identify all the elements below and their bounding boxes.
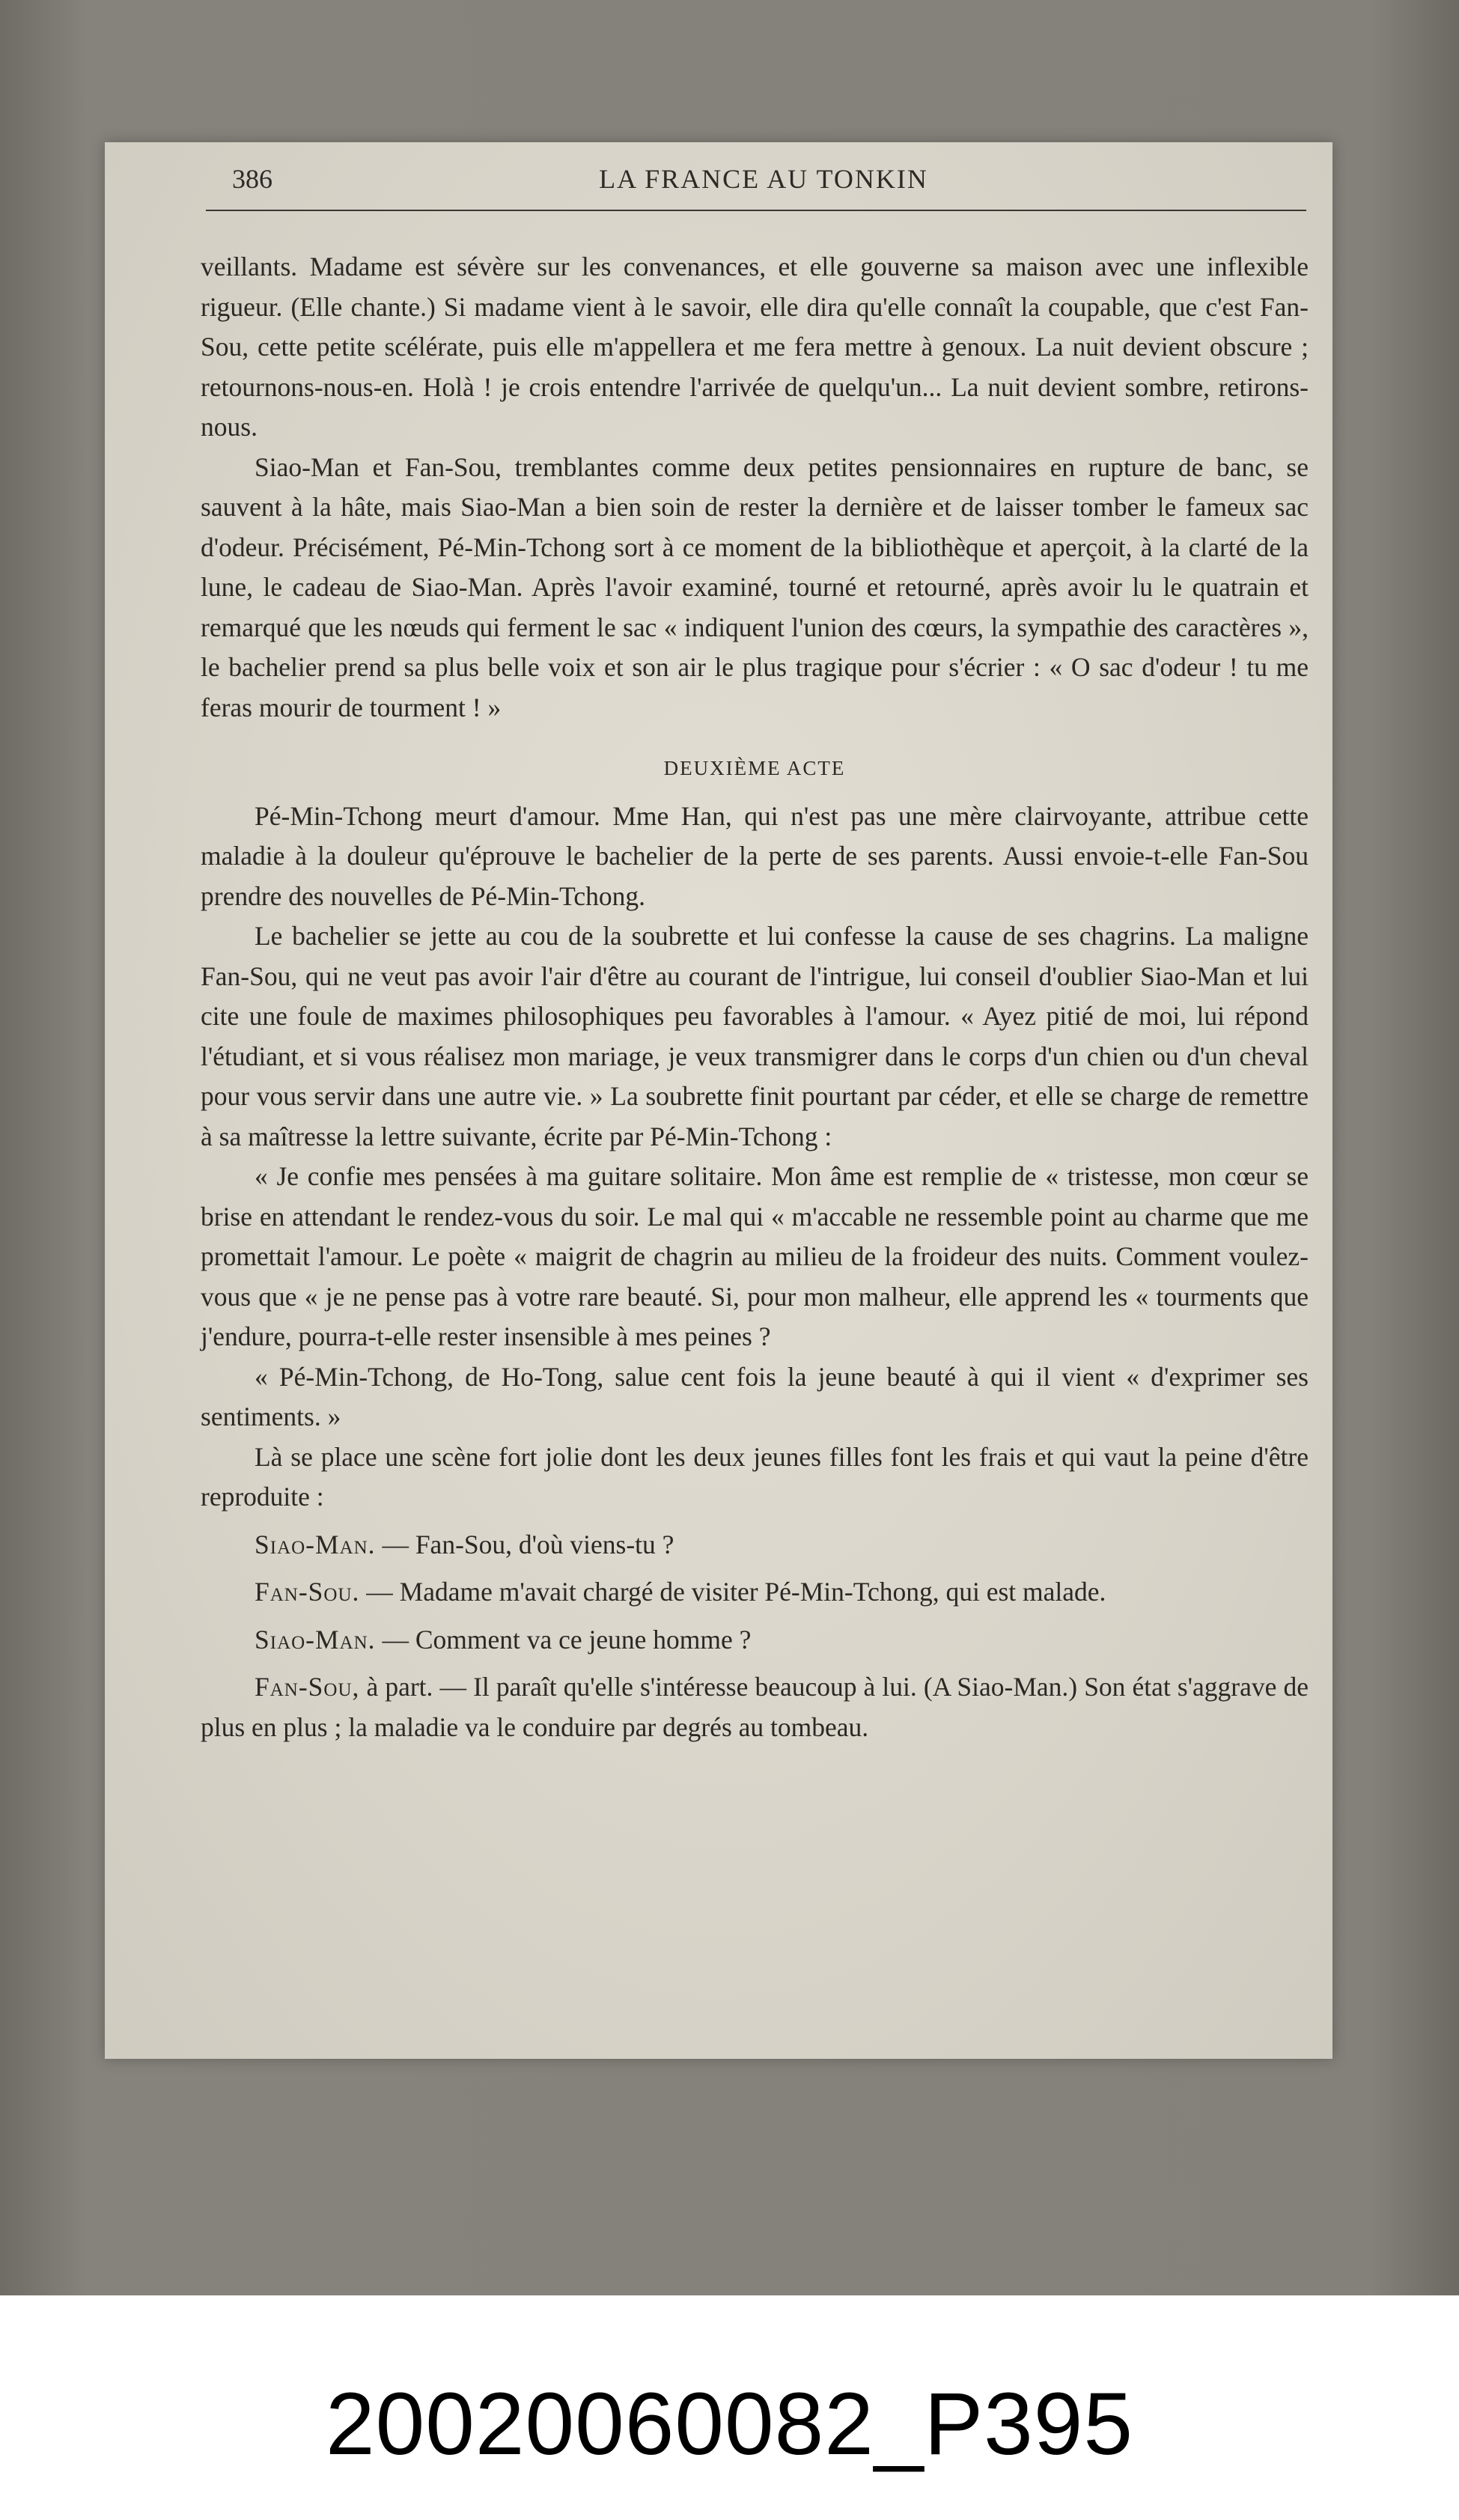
dialogue-line (201, 1620, 1309, 1661)
speaker-name: Fan-Sou. (255, 1577, 360, 1607)
page-header (232, 156, 1295, 193)
act-heading: DEUXIÈME ACTE (663, 757, 846, 779)
dialogue-text: — Comment va ce jeune homme ? (375, 1624, 752, 1655)
running-title: LA FRANCE AU TONKIN (599, 164, 928, 194)
letter-quote: « Je confie mes pensées à ma guitare solitaire. Mon âme est remplie de « tristesse, mon cœur se brise en attendant le rendez-vous du soir. Le mal qui « m'accable ne ressemble point au charme que me promettait l'amour. Le poète « maigrit de chagrin au milieu de la froideur des nuits. Comment voulez-vous que « je ne pense pas à votre rare beauté. Si, pour mon malheur, elle apprend les « tourments que j'endure, pourra-t-elle rester insensible à mes peines ? (201, 1161, 1309, 1351)
archive-id-caption: 20020060082_P395 (325, 2375, 1134, 2474)
dialogue-line (201, 1572, 1309, 1613)
letter-quote: « Pé-Min-Tchong, de Ho-Tong, salue cent fois la jeune beauté à qui il vient « d'exprimer ses sentiments. » (201, 1361, 1309, 1431)
paragraph: Pé-Min-Tchong meurt d'amour. Mme Han, qui n'est pas une mère clairvoyante, attribue cette maladie à la douleur qu'éprouve le bachelier de la perte de ses parents. Aussi envoie-t-elle Fan-Sou prendre des nouvelles de Pé-Min-Tchong. (201, 800, 1309, 911)
book-page (105, 142, 1332, 2059)
paragraph: Le bachelier se jette au cou de la soubrette et lui confesse la cause de ses chagrins. La maligne Fan-Sou, qui ne veut pas avoir l'air d'être au courant de l'intrigue, lui conseil d'oublier Siao-Man et lui cite une foule de maximes philosophiques peu favorables à l'amour. « Ayez pitié de moi, lui répond l'étudiant, et si vous réalisez mon mariage, je veux transmigrer dans le corps d'un chien ou d'un cheval pour vous servir dans une autre vie. » La soubrette finit pourtant par céder, et elle se charge de remettre à sa maîtresse la lettre suivante, écrite par Pé-Min-Tchong : (201, 921, 1309, 1151)
dialogue-text: — Madame m'avait chargé de visiter Pé-Min-Tchong, qui est malade. (359, 1577, 1106, 1607)
dialogue-line (201, 1525, 1309, 1565)
speaker-name: Siao-Man. (255, 1624, 376, 1655)
page-number: 386 (232, 164, 272, 194)
header-rule (206, 210, 1306, 211)
paragraph: Là se place une scène fort jolie dont les deux jeunes filles font les frais et qui vaut la peine d'être reproduite : (201, 1441, 1309, 1512)
dialogue-text: — Fan-Sou, d'où viens-tu ? (375, 1529, 674, 1559)
speaker-name: Fan-Sou, (255, 1672, 360, 1702)
dialogue-line (201, 1667, 1309, 1747)
dialogue-text: à part. — Il paraît qu'elle s'intéresse beaucoup à lui. (A Siao-Man.) Son état s'aggrave de plus en plus ; la maladie va le conduire par degrés au tombeau. (201, 1672, 1309, 1742)
speaker-name: Siao-Man. (255, 1529, 376, 1559)
paragraph: veillants. Madame est sévère sur les convenances, et elle gouverne sa maison avec une inflexible rigueur. (Elle chante.) Si madame vient à le savoir, elle dira qu'elle connaît la coupable, que c'est Fan-Sou, cette petite scélérate, puis elle m'appellera et me fera mettre à genoux. La nuit devient obscure ; retournons-nous-en. Holà ! je crois entendre l'arrivée de quelqu'un... La nuit devient sombre, retirons-nous. (201, 252, 1309, 442)
body-text (201, 247, 1309, 1747)
paragraph: Siao-Man et Fan-Sou, tremblantes comme deux petites pensionnaires en rupture de banc, se sauvent à la hâte, mais Siao-Man a bien soin de rester la dernière et de laisser tomber le fameux sac d'odeur. Précisément, Pé-Min-Tchong sort à ce moment de la bibliothèque et aperçoit, à la clarté de la lune, le cadeau de Siao-Man. Après l'avoir examiné, tourné et retourné, après avoir lu le quatrain et remarqué que les nœuds qui ferment le sac « indiquent l'union des cœurs, la sympathie des caractères », le bachelier prend sa plus belle voix et son air le plus tragique pour s'écrier : « O sac d'odeur ! tu me feras mourir de tourment ! » (201, 451, 1309, 722)
